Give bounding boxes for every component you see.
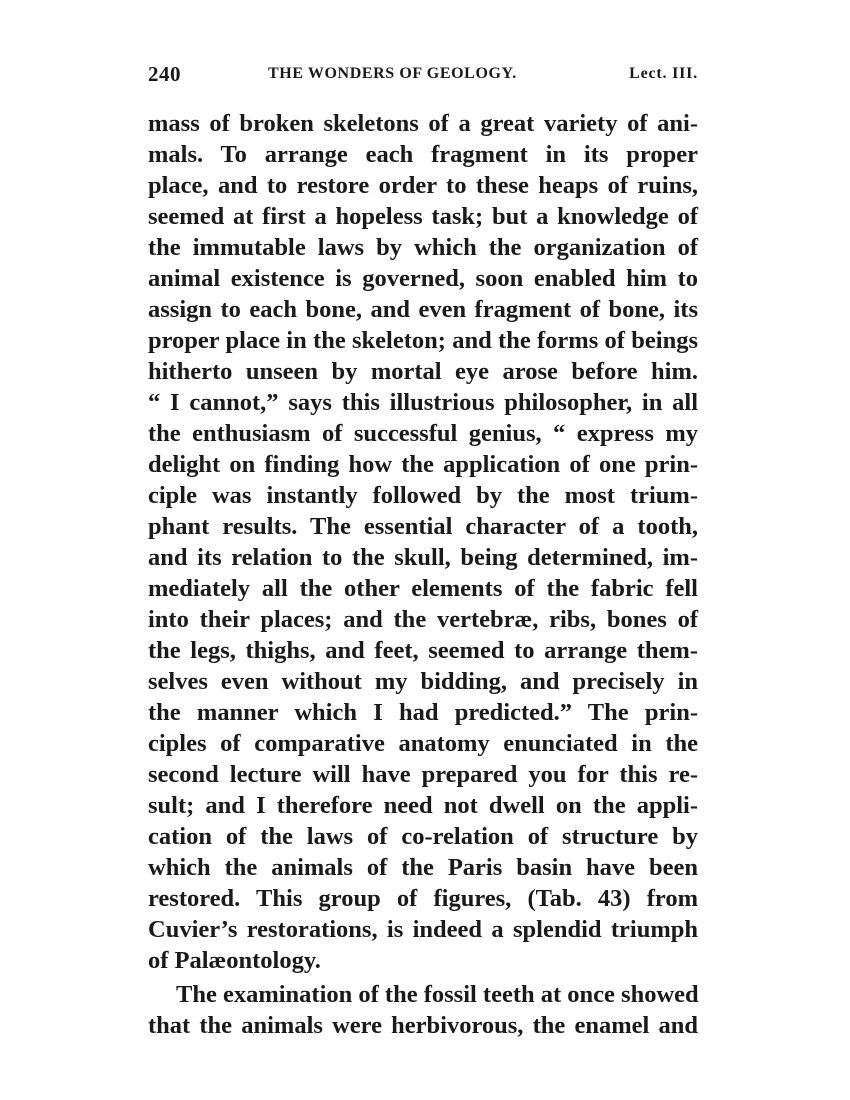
text-line: ciple was instantly followed by the most trium- (148, 482, 698, 509)
text-line: Cuvier’s restorations, is indeed a splendid triumph (148, 916, 698, 943)
body-text (148, 108, 698, 1041)
text-line: sult; and I therefore need not dwell on the appli- (148, 792, 698, 819)
text-line: cation of the laws of co-relation of structure by (148, 823, 698, 850)
lecture-label: Lect. III. (629, 65, 698, 82)
text-line: proper place in the skeleton; and the forms of beings (148, 327, 698, 354)
text-line: second lecture will have prepared you for this re- (148, 761, 698, 788)
text-line: the immutable laws by which the organization of (148, 234, 698, 261)
running-head (148, 62, 698, 90)
text-line: and its relation to the skull, being determined, im- (148, 544, 698, 571)
text-line: mals. To arrange each fragment in its proper (148, 141, 698, 168)
text-line: selves even without my bidding, and precisely in (148, 668, 698, 695)
text-line: mass of broken skeletons of a great variety of ani- (148, 110, 698, 137)
text-line: The examination of the fossil teeth at once showed (176, 981, 699, 1008)
text-line: restored. This group of figures, (Tab. 43) from (148, 885, 698, 912)
text-line: “ I cannot,” says this illustrious philosopher, in all (148, 389, 698, 416)
text-line: assign to each bone, and even fragment of bone, its (148, 296, 698, 323)
text-line: seemed at first a hopeless task; but a knowledge of (148, 203, 698, 230)
text-line: place, and to restore order to these heaps of ruins, (148, 172, 698, 199)
text-line: ciples of comparative anatomy enunciated in the (148, 730, 698, 757)
text-line: delight on finding how the application of one prin- (148, 451, 698, 478)
text-line: the legs, thighs, and feet, seemed to arrange them- (148, 637, 698, 664)
running-title: THE WONDERS OF GEOLOGY. (268, 65, 517, 82)
text-line: which the animals of the Paris basin have been (148, 854, 698, 881)
text-line: phant results. The essential character of a tooth, (148, 513, 698, 540)
text-line: of Palæontology. (148, 947, 321, 974)
paragraph (148, 108, 698, 976)
text-line: the manner which I had predicted.” The prin- (148, 699, 698, 726)
text-line: hitherto unseen by mortal eye arose before him. (148, 358, 698, 385)
text-line: animal existence is governed, soon enabled him to (148, 265, 698, 292)
text-line: into their places; and the vertebræ, ribs, bones of (148, 606, 698, 633)
paragraph (148, 979, 698, 1041)
text-line: the enthusiasm of successful genius, “ express my (148, 420, 698, 447)
text-line: mediately all the other elements of the fabric fell (148, 575, 698, 602)
page-number: 240 (148, 62, 181, 86)
text-line: that the animals were herbivorous, the enamel and (148, 1012, 698, 1039)
